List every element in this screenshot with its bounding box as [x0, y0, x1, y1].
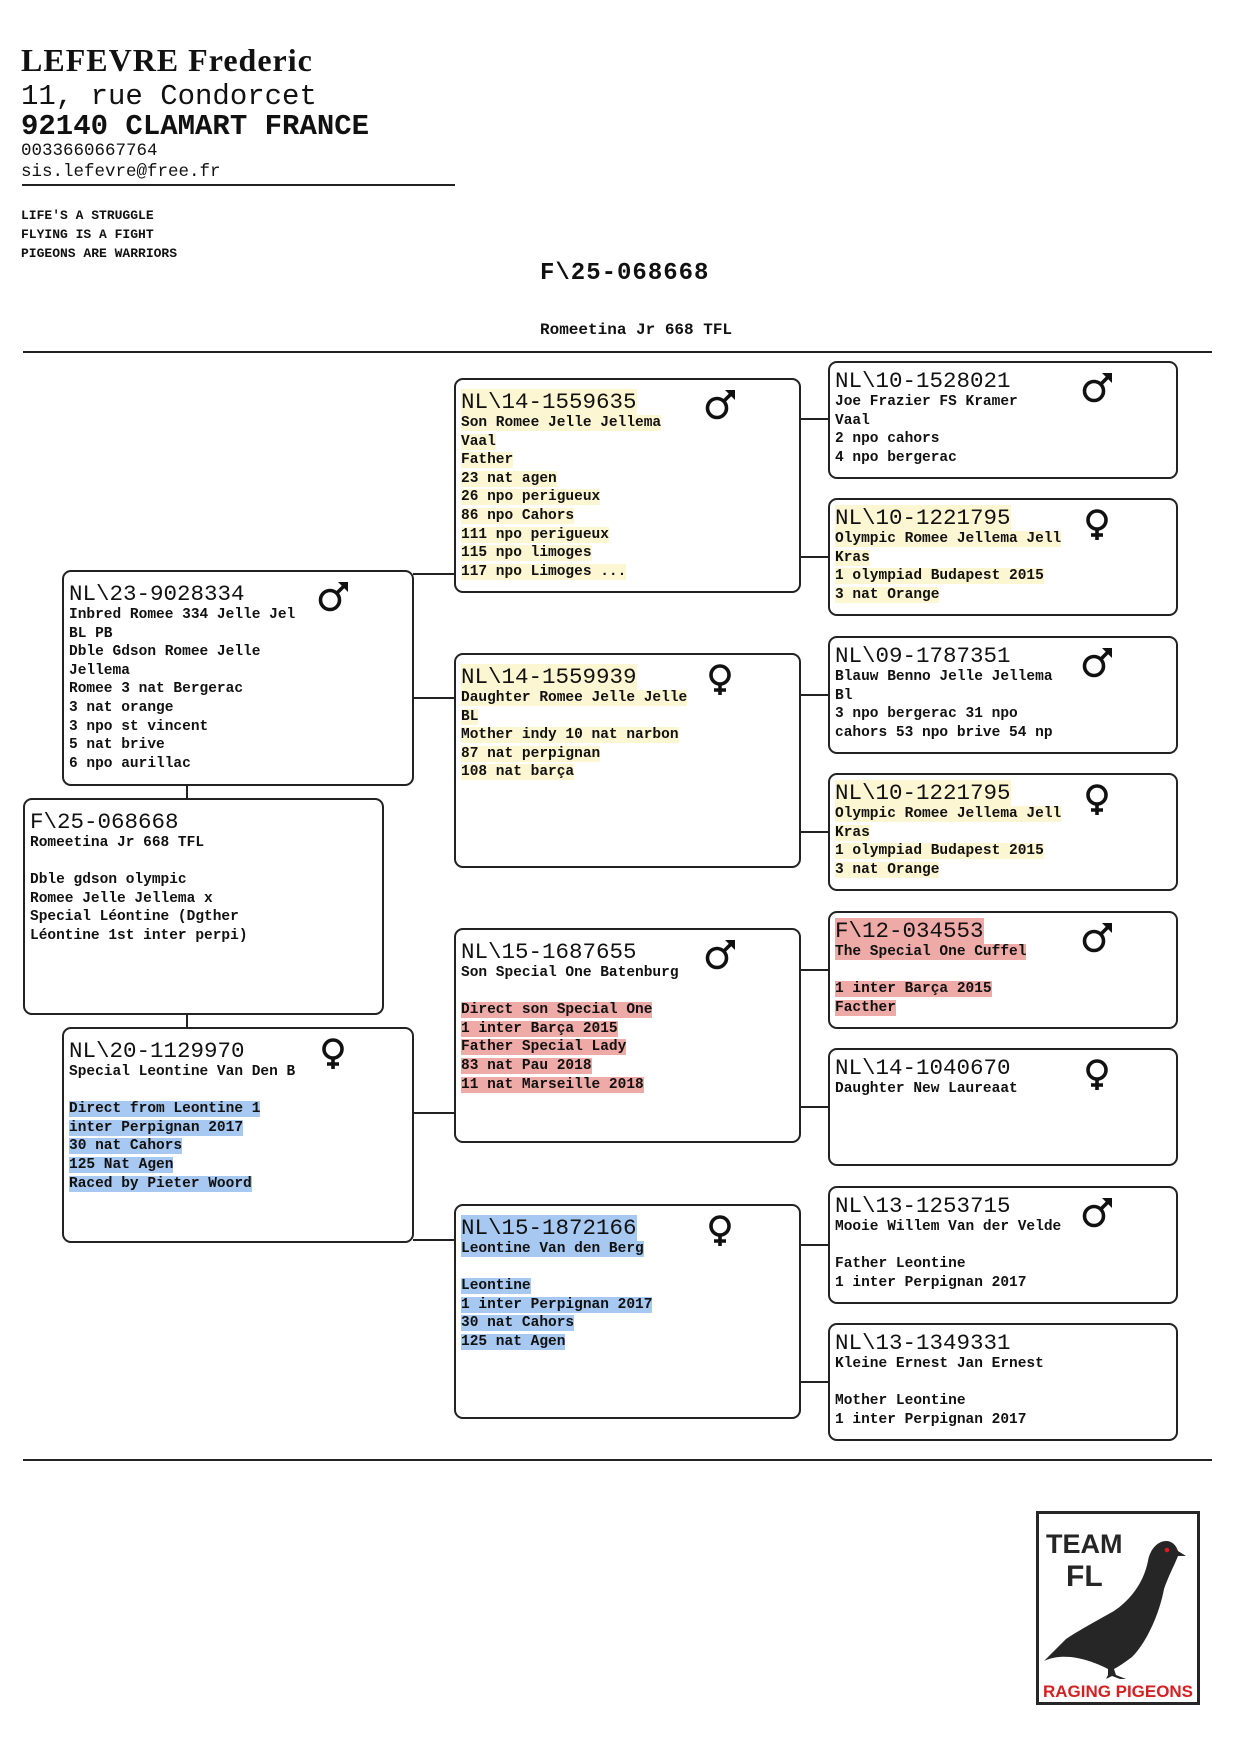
connector	[800, 1381, 828, 1383]
card-text: 1 inter Barça 2015	[461, 1020, 618, 1037]
card-text-line	[835, 549, 1176, 568]
card-subject	[23, 798, 384, 1015]
card-text-line	[69, 1119, 412, 1138]
card-text: 1 inter Barça 2015	[835, 981, 992, 998]
card-text: Special Léontine (Dgther	[30, 909, 239, 926]
female-symbol-icon	[703, 1214, 737, 1248]
card-text-line	[69, 1082, 412, 1101]
card-text-line	[461, 507, 799, 526]
card-grandparent	[454, 378, 801, 593]
card-text-line	[835, 668, 1176, 687]
card-text: Olympic Romee Jellema Jell	[835, 531, 1062, 547]
card-text-line	[69, 736, 412, 755]
card-text: 1 olympiad Budapest 2015	[835, 843, 1044, 860]
card-text-line	[835, 943, 1176, 962]
card-text-line	[835, 687, 1176, 706]
card-text-line	[461, 1333, 799, 1352]
card-text: Son Romee Jelle Jellema	[461, 415, 662, 431]
card-text-line	[461, 544, 799, 563]
card-sire	[62, 570, 414, 786]
card-text: Romee 3 nat Bergerac	[69, 681, 244, 698]
card-text-line	[69, 625, 412, 644]
card-text: 111 npo perigueux	[461, 526, 609, 543]
card-text-line	[69, 1175, 412, 1194]
card-great-grandparent	[828, 1323, 1178, 1441]
card-text-line	[461, 1076, 799, 1095]
card-text: Dble gdson olympic	[30, 872, 187, 889]
card-text-line	[835, 962, 1176, 981]
card-text-line	[835, 1218, 1176, 1237]
female-symbol-icon	[1080, 783, 1114, 817]
header-divider	[22, 184, 455, 186]
card-text: 1 inter Perpignan 2017	[461, 1296, 653, 1313]
connector	[413, 1239, 454, 1241]
connector	[800, 969, 828, 971]
card-text-line	[30, 927, 382, 946]
card-text: The Special One Cuffel	[835, 944, 1027, 960]
card-text-line	[835, 999, 1176, 1018]
card-text: Romee Jelle Jellema x	[30, 890, 213, 907]
card-text-line	[69, 718, 412, 737]
card-text-line	[835, 842, 1176, 861]
card-text: Daughter Romee Jelle Jelle	[461, 690, 688, 706]
card-text: Mooie Willem Van der Velde	[835, 1219, 1062, 1235]
female-symbol-icon	[1080, 508, 1114, 542]
ring-number	[835, 1331, 1176, 1355]
card-text: Inbred Romee 334 Jelle Jel	[69, 607, 296, 623]
card-text-line	[461, 708, 799, 727]
card-text: 86 npo Cahors	[461, 507, 575, 524]
card-text-line	[835, 412, 1176, 431]
ring-number	[69, 582, 412, 606]
card-great-grandparent	[828, 911, 1178, 1029]
card-text: Romeetina Jr 668 TFL	[30, 835, 205, 851]
card-text-line	[835, 586, 1176, 605]
card-text: Father	[461, 452, 514, 469]
card-text: Son Special One Batenburg	[461, 965, 679, 981]
ring-number	[461, 940, 799, 964]
card-text: Leontine Van den Berg	[461, 1241, 644, 1257]
connector	[186, 785, 188, 799]
card-text-line	[835, 449, 1176, 468]
card-text: 4 npo bergerac	[835, 449, 957, 466]
card-text-line	[835, 805, 1176, 824]
motto-line: PIGEONS ARE WARRIORS	[21, 246, 178, 261]
ring-number-text: NL\09-1787351	[835, 643, 1011, 669]
ring-number-text: NL\13-1253715	[835, 1193, 1011, 1219]
card-text: Facther	[835, 999, 896, 1016]
card-text-line	[835, 1355, 1176, 1374]
card-text: 11 nat Marseille 2018	[461, 1076, 644, 1093]
ring-number-text: NL\14-1559635	[461, 389, 637, 415]
connector	[800, 1244, 828, 1246]
card-great-grandparent	[828, 773, 1178, 891]
card-text: Daughter New Laureaat	[835, 1081, 1018, 1097]
card-text-line	[69, 1137, 412, 1156]
card-text: 26 npo perigueux	[461, 489, 601, 506]
card-text-line	[835, 861, 1176, 880]
card-text: Olympic Romee Jellema Jell	[835, 806, 1062, 822]
connector	[800, 1106, 828, 1108]
card-great-grandparent	[828, 1048, 1178, 1166]
card-text: Direct from Leontine 1	[69, 1101, 261, 1118]
card-text-line	[461, 745, 799, 764]
card-text: Vaal	[461, 433, 496, 450]
card-text-line	[461, 1038, 799, 1057]
card-text-line	[69, 662, 412, 681]
card-great-grandparent	[828, 636, 1178, 754]
card-text: 2 npo cahors	[835, 431, 940, 448]
card-text-line	[461, 414, 799, 433]
card-text: Joe Frazier FS Kramer	[835, 394, 1018, 410]
card-text-line	[461, 726, 799, 745]
card-text: 23 nat agen	[461, 470, 557, 487]
team-fl-logo	[1036, 1511, 1200, 1705]
ring-number-text: NL\15-1687655	[461, 939, 637, 965]
top-divider	[23, 351, 1212, 353]
card-text: Kras	[835, 549, 870, 566]
card-text: cahors 53 npo brive 54 np	[835, 724, 1053, 741]
card-text: 83 nat Pau 2018	[461, 1057, 592, 1074]
card-text-line	[461, 983, 799, 1002]
card-text-line	[461, 1001, 799, 1020]
logo-text-fl: FL	[1066, 1560, 1103, 1593]
card-text-line	[461, 964, 799, 983]
card-text-line	[835, 1392, 1176, 1411]
ring-number	[835, 781, 1176, 805]
ring-number	[461, 665, 799, 689]
card-grandparent	[454, 928, 801, 1143]
card-text: Raced by Pieter Woord	[69, 1175, 252, 1192]
card-text-line	[30, 853, 382, 872]
card-text-line	[69, 606, 412, 625]
card-text: 30 nat Cahors	[69, 1138, 183, 1155]
pedigree-title-ring: F\25-068668	[540, 260, 710, 287]
card-text: Father Leontine	[835, 1256, 966, 1273]
ring-number	[835, 644, 1176, 668]
card-text: Blauw Benno Jelle Jellema	[835, 669, 1053, 685]
card-great-grandparent	[828, 1186, 1178, 1304]
card-text-line	[461, 1020, 799, 1039]
card-text-line	[69, 1156, 412, 1175]
card-text-line	[461, 1277, 799, 1296]
card-text: Dble Gdson Romee Jelle	[69, 644, 261, 661]
card-text: 3 nat orange	[69, 699, 174, 716]
card-text: 1 inter Perpignan 2017	[835, 1274, 1027, 1291]
card-text-line	[461, 451, 799, 470]
card-text: Direct son Special One	[461, 1002, 653, 1019]
card-text: Vaal	[835, 412, 870, 429]
card-dam	[62, 1027, 414, 1243]
card-text: BL PB	[69, 625, 113, 642]
ring-number-text: NL\10-1528021	[835, 368, 1011, 394]
card-text-line	[69, 1100, 412, 1119]
card-text-line	[69, 699, 412, 718]
connector	[413, 573, 454, 575]
card-text-line	[461, 689, 799, 708]
ring-number	[30, 810, 382, 834]
card-text-line	[835, 1080, 1176, 1099]
male-symbol-icon	[1080, 921, 1114, 955]
card-text-line	[461, 1057, 799, 1076]
logo-text-team: TEAM	[1046, 1529, 1123, 1559]
ring-number-text: NL\14-1040670	[835, 1055, 1011, 1081]
card-text: 125 nat Agen	[461, 1333, 566, 1350]
ring-number-text: NL\10-1221795	[835, 780, 1011, 806]
card-text-line	[461, 1240, 799, 1259]
bottom-divider	[23, 1459, 1212, 1461]
card-text-line	[835, 1274, 1176, 1293]
male-symbol-icon	[703, 388, 737, 422]
ring-number	[835, 919, 1176, 943]
card-text: Mother indy 10 nat narbon	[461, 727, 679, 744]
ring-number	[835, 1194, 1176, 1218]
ring-number-text: NL\20-1129970	[69, 1038, 245, 1064]
ring-number-text: NL\15-1872166	[461, 1215, 637, 1241]
card-text: Special Leontine Van Den B	[69, 1064, 296, 1080]
card-text: Leontine	[461, 1278, 531, 1295]
card-text-line	[30, 890, 382, 909]
card-text: inter Perpignan 2017	[69, 1119, 244, 1136]
card-text: 3 npo bergerac 31 npo	[835, 706, 1018, 723]
owner-email: sis.lefevre@free.fr	[21, 162, 221, 182]
card-text: 115 npo limoges	[461, 545, 592, 562]
male-symbol-icon	[1080, 646, 1114, 680]
card-text-line	[461, 1314, 799, 1333]
card-text: Kleine Ernest Jan Ernest	[835, 1356, 1044, 1372]
ring-number-text: NL\10-1221795	[835, 505, 1011, 531]
ring-number-text: NL\23-9028334	[69, 581, 245, 607]
card-text-line	[69, 1063, 412, 1082]
card-text-line	[461, 763, 799, 782]
card-text-line	[69, 755, 412, 774]
card-text-line	[30, 834, 382, 853]
card-text-line	[461, 1296, 799, 1315]
connector	[800, 556, 828, 558]
card-text-line	[835, 430, 1176, 449]
logo-text-raging-pigeons: RAGING PIGEONS	[1043, 1682, 1193, 1701]
card-text: 125 Nat Agen	[69, 1156, 174, 1173]
female-symbol-icon	[1080, 1058, 1114, 1092]
ring-number-text: NL\14-1559939	[461, 664, 637, 690]
female-symbol-icon	[316, 1037, 350, 1071]
connector	[186, 1014, 188, 1028]
ring-number	[835, 1056, 1176, 1080]
male-symbol-icon	[316, 580, 350, 614]
male-symbol-icon	[1080, 1196, 1114, 1230]
card-text-line	[69, 680, 412, 699]
ring-number	[835, 506, 1176, 530]
card-text: 3 nat Orange	[835, 586, 940, 603]
card-text-line	[30, 908, 382, 927]
card-text: 108 nat barça	[461, 764, 575, 781]
card-text: Mother Leontine	[835, 1393, 966, 1410]
card-text: 6 npo aurillac	[69, 755, 191, 772]
card-great-grandparent	[828, 361, 1178, 479]
card-text-line	[461, 488, 799, 507]
card-text-line	[835, 1374, 1176, 1393]
ring-number-text: NL\13-1349331	[835, 1330, 1011, 1356]
card-text: Léontine 1st inter perpi)	[30, 927, 248, 944]
card-text-line	[835, 1411, 1176, 1430]
connector	[413, 697, 454, 699]
card-text: Kras	[835, 824, 870, 841]
motto-line: FLYING IS A FIGHT	[21, 227, 154, 242]
ring-number-text: F\12-034553	[835, 918, 984, 944]
card-text: 117 npo Limoges ...	[461, 563, 627, 580]
ring-number	[461, 390, 799, 414]
card-text-line	[835, 1255, 1176, 1274]
ring-number	[835, 369, 1176, 393]
card-text-line	[461, 526, 799, 545]
motto-line: LIFE'S A STRUGGLE	[21, 208, 154, 223]
owner-phone: 0033660667764	[21, 141, 158, 161]
card-grandparent	[454, 653, 801, 868]
card-grandparent	[454, 1204, 801, 1419]
pedigree-title-name: Romeetina Jr 668 TFL	[540, 321, 733, 339]
card-text: Bl	[835, 687, 853, 704]
connector	[800, 694, 828, 696]
card-text: 5 nat brive	[69, 737, 165, 754]
card-text-line	[835, 567, 1176, 586]
ring-number-text: F\25-068668	[30, 809, 179, 835]
connector	[800, 831, 828, 833]
card-text-line	[835, 1237, 1176, 1256]
card-text-line	[835, 705, 1176, 724]
card-text-line	[461, 433, 799, 452]
connector	[800, 418, 828, 420]
ring-number	[461, 1216, 799, 1240]
card-text-line	[835, 980, 1176, 999]
card-text: Father Special Lady	[461, 1039, 627, 1056]
card-text: 1 inter Perpignan 2017	[835, 1411, 1027, 1428]
card-text: 1 olympiad Budapest 2015	[835, 568, 1044, 585]
card-text-line	[835, 724, 1176, 743]
owner-address-line1: 11, rue Condorcet	[21, 80, 317, 113]
card-text-line	[461, 470, 799, 489]
owner-name: LEFEVRE Frederic	[21, 42, 313, 78]
card-text-line	[69, 643, 412, 662]
owner-address-line2: 92140 CLAMART FRANCE	[21, 110, 370, 143]
card-text-line	[30, 871, 382, 890]
ring-number	[69, 1039, 412, 1063]
card-text: 3 npo st vincent	[69, 718, 209, 735]
card-great-grandparent	[828, 498, 1178, 616]
card-text-line	[835, 393, 1176, 412]
card-text: Jellema	[69, 662, 130, 679]
card-text: 87 nat perpignan	[461, 745, 601, 762]
card-text-line	[461, 563, 799, 582]
male-symbol-icon	[703, 938, 737, 972]
card-text: 30 nat Cahors	[461, 1315, 575, 1332]
card-text-line	[835, 530, 1176, 549]
female-symbol-icon	[703, 663, 737, 697]
card-text-line	[461, 1259, 799, 1278]
card-text: 3 nat Orange	[835, 861, 940, 878]
connector	[413, 1112, 454, 1114]
card-text-line	[835, 824, 1176, 843]
card-text: BL	[461, 708, 479, 725]
male-symbol-icon	[1080, 371, 1114, 405]
